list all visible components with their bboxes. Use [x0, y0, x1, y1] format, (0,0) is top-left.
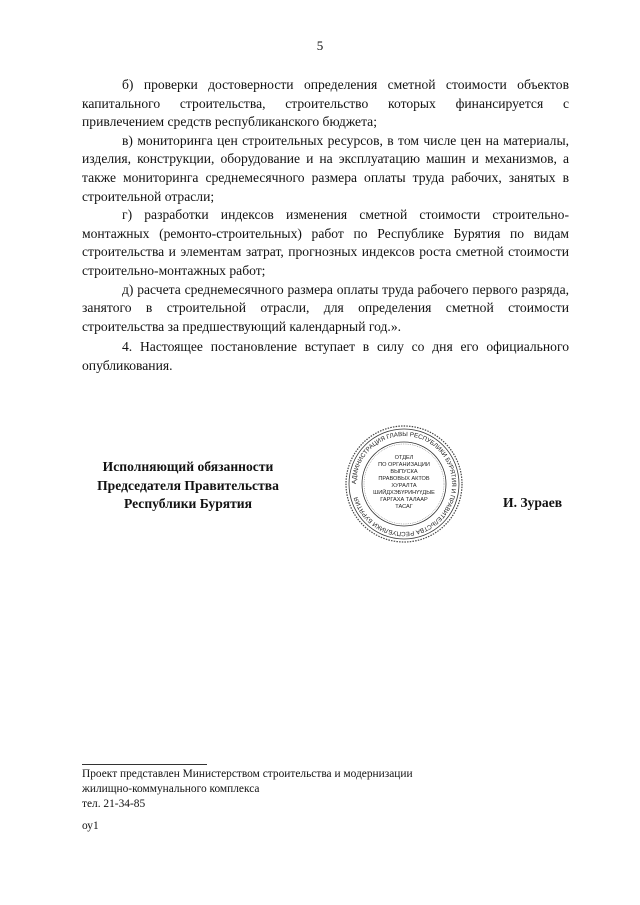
- footnote-phone: тел. 21-34-85: [82, 798, 146, 810]
- seal-line: ПО ОРГАНИЗАЦИИ: [378, 462, 430, 468]
- footnote-divider: [82, 764, 207, 765]
- seal-line: ГАРГАХА ТАЛААР: [380, 497, 428, 503]
- clause-item-b: б) проверки достоверности определения сметной стоимости объектов капитального строительства, строительство которых финансируется с привлечением средств республиканского бюджета;: [82, 77, 569, 130]
- document-code: оу1: [82, 820, 99, 832]
- official-seal: [344, 424, 464, 544]
- signatory-title-line-2: Председателя Правительства: [97, 477, 279, 493]
- seal-line: ШИЙДХЭБҮРИНҮҮДЫЕ: [373, 490, 435, 496]
- page-number: 5: [316, 38, 324, 53]
- footnote: [82, 767, 413, 812]
- signatory-title-line-3: Республики Бурятия: [123, 496, 252, 512]
- clause-items: [82, 76, 569, 336]
- seal-line: ОТДЕЛ: [394, 455, 414, 461]
- clause-item-v: в) мониторинга цен строительных ресурсов, в том числе цен на материалы, изделия, конструкции, оборудование и на эксплуатацию машин и механизмов, а также мониторинга среднемесячного размера оплаты труда рабочих, занятых в строительной отрасли;: [82, 132, 569, 204]
- signatory-title-line-1: Исполняющий обязанности: [102, 459, 274, 474]
- seal-line: ХУРАЛТА: [391, 483, 417, 489]
- final-clause-block: [82, 338, 569, 375]
- clause-item-g: г) разработки индексов изменения сметной стоимости строительно-монтажных (ремонто-строительных) работ по Республике Бурятия по видам строительства и элементам затрат, прогнозных индексов роста сметной стоимости строительно-монтажных работ;: [82, 207, 569, 278]
- seal-line: ВЫПУСКА: [390, 469, 418, 475]
- clause-item-d: д) расчета среднемесячного размера оплаты труда рабочего первого разряда, занятого в строительной отрасли, для определения сметной стоимости строительства за предшествующий календарный год.».: [82, 281, 569, 334]
- footnote-line-1: Проект представлен Министерством строительства и модернизации: [82, 768, 413, 780]
- seal-center-text: [373, 455, 435, 510]
- seal-line: ПРАВОВЫХ АКТОВ: [378, 476, 430, 482]
- seal-outer-text: АДМИНИСТРАЦИЯ ГЛАВЫ РЕСПУБЛИКИ БУРЯТИЯ И ПРАВИТЕЛЬСТВА РЕСПУБЛИКИ БУРЯТИЯ: [350, 430, 458, 538]
- seal-line: ТАСАГ: [395, 504, 413, 510]
- footnote-line-2: жилищно-коммунального комплекса: [82, 783, 260, 795]
- signatory-name: И. Зураев: [503, 495, 563, 510]
- signatory-title: [82, 458, 294, 514]
- final-clause: 4. Настоящее постановление вступает в силу со дня его официального опубликования.: [82, 339, 569, 373]
